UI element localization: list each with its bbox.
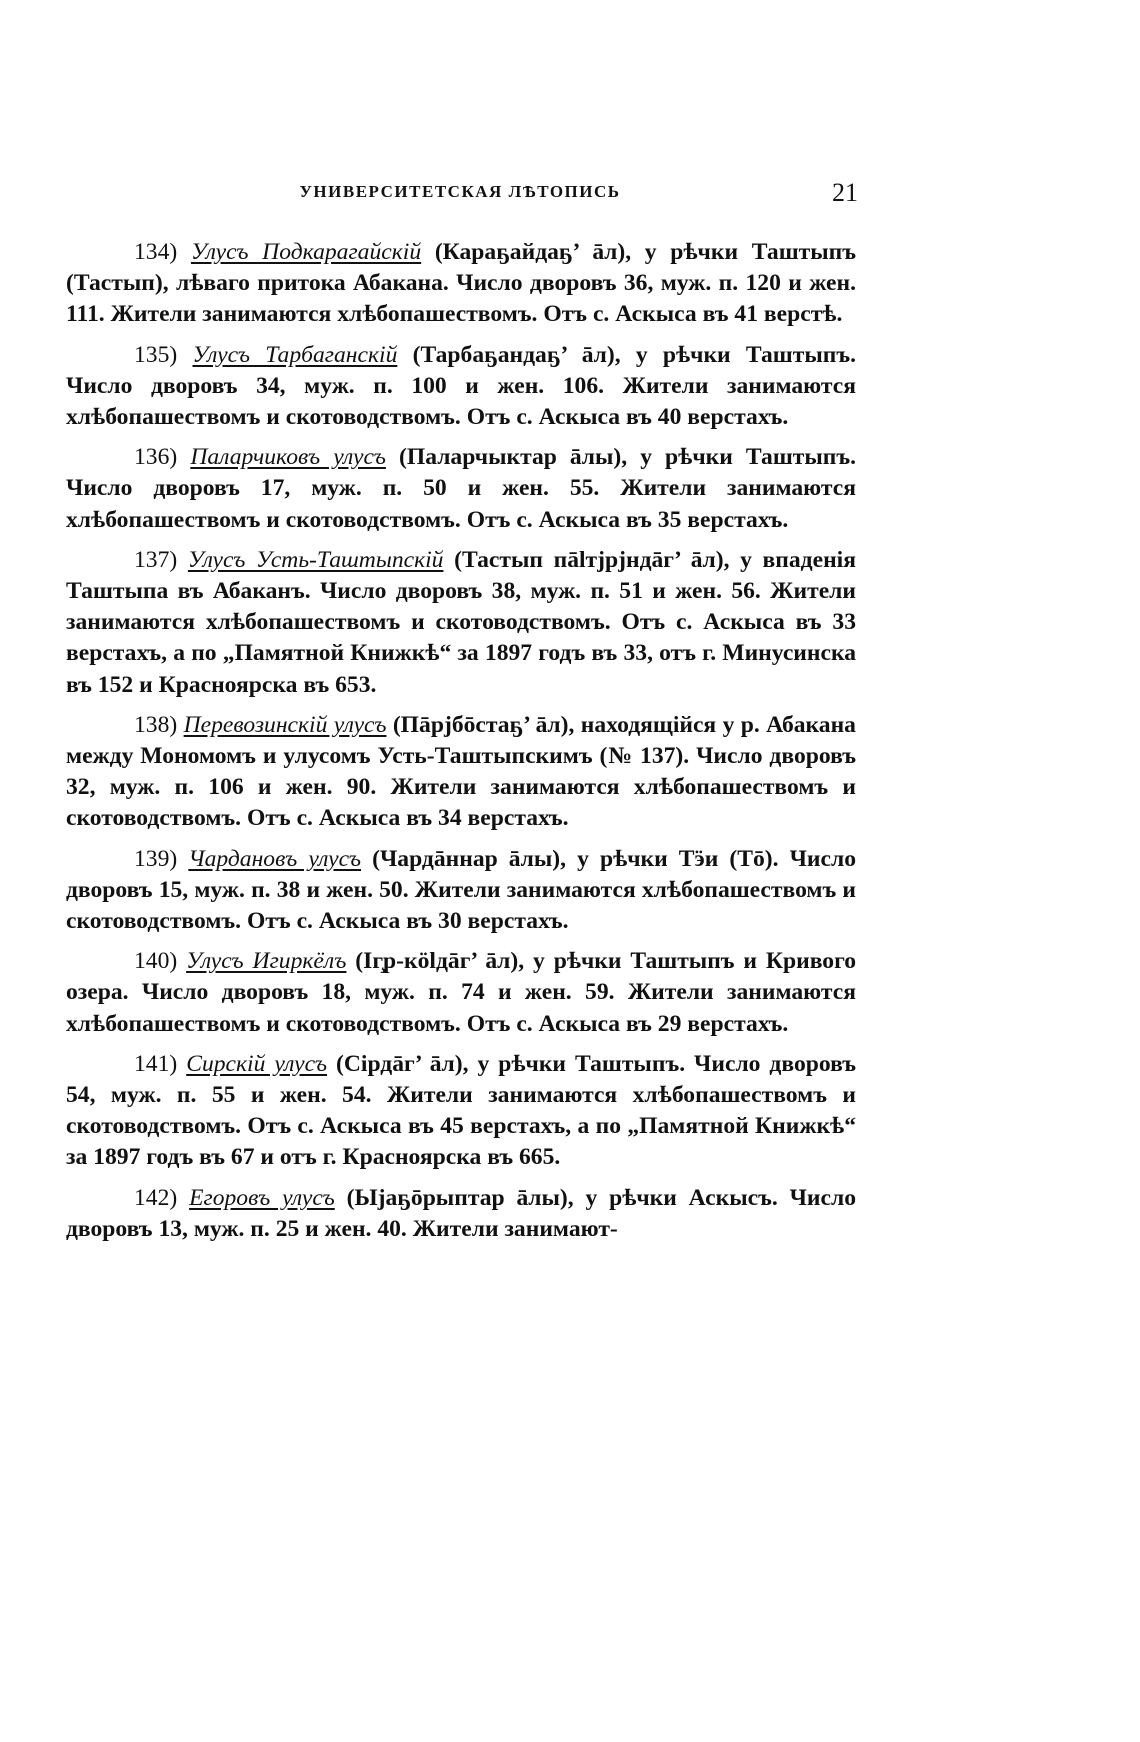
page-number: 21	[832, 178, 858, 207]
main-text	[66, 237, 856, 1254]
entry-body: (Тастып пālтјрјндāг’ āл), у впаденія Таштыпа въ Абаканъ. Число дворовъ 38, муж. п. 51 и жен. 56. Жители занимаются хлѣбопашествомъ и скотоводствомъ. Отъ с. Аскыса въ 33 верстахъ, а по „Памятной Книжкѣ“ за 1897 годъ въ 33, отъ г. Минусинска въ 152 и Красноярска въ 653.	[66, 546, 857, 698]
running-title: УНИВЕРСИТЕТСКАЯ ЛѢТОПИСЬ	[299, 182, 621, 201]
entry-number: 135)	[134, 341, 178, 368]
entry-number: 134)	[134, 239, 178, 265]
entry-title: Улусъ Тарбаганскій	[192, 341, 398, 368]
entry-number: 141)	[134, 1050, 178, 1077]
entry-134	[66, 237, 856, 331]
entry-title: Егоровъ улусъ	[189, 1184, 335, 1211]
entry-136	[66, 442, 856, 536]
entry-number: 137)	[134, 546, 178, 573]
entry-142	[66, 1183, 856, 1245]
entry-137	[66, 545, 856, 701]
entry-title: Сирскій улусъ	[186, 1050, 328, 1077]
entry-135	[66, 340, 856, 434]
entry-body: (Тарбаҕандаҕ’ āл), у рѣчки Таштыпъ. Число дворовъ 34, муж. п. 100 и жен. 106. Жители занимаются хлѣбопашествомъ и скотоводствомъ. Отъ с. Аскыса въ 40 верстахъ.	[66, 341, 856, 431]
entry-title: Паларчиковъ улусъ	[190, 444, 386, 471]
entry-139	[66, 844, 856, 938]
entry-body: (Сірдāг’ āл), у рѣчки Таштыпъ. Число дворовъ 54, муж. п. 55 и жен. 54. Жители занимаются хлѣбопашествомъ и скотоводствомъ. Отъ с. Аскыса въ 45 верстахъ, а по „Памятной Книжкѣ“ за 1897 годъ въ 67 и отъ г. Красноярска въ 665.	[66, 1050, 856, 1171]
entry-title: Улусъ Подкарагайскій	[190, 239, 422, 265]
entry-body: (Паларчыктар āлы), у рѣчки Таштыпъ. Число дворовъ 17, муж. п. 50 и жен. 55. Жители занимаются хлѣбопашествомъ и скотоводствомъ. Отъ с. Аскыса въ 35 верстахъ.	[66, 444, 856, 533]
entry-141	[66, 1049, 856, 1174]
entry-body: (Пāрјбōстаҕ’ āл), находящійся у р. Абакана между Мономомъ и улусомъ Усть-Таштыпскимъ (№ 137). Число дворовъ 32, муж. п. 106 и жен. 90. Жители занимаются хлѣбопашествомъ и скотоводствомъ. Отъ с. Аскыса въ 34 верстахъ.	[66, 711, 856, 832]
entry-title: Чардановъ улусъ	[188, 845, 362, 872]
entry-138	[66, 710, 856, 835]
entry-body: (Іг̧р-кölдāг’ āл), у рѣчки Таштыпъ и Кривого озера. Число дворовъ 18, муж. п. 74 и жен. 59. Жители занимаются хлѣбопашествомъ и скотоводствомъ. Отъ с. Аскыса въ 29 верстахъ.	[66, 948, 856, 1037]
running-header	[62, 178, 858, 214]
entry-number: 139)	[134, 845, 178, 872]
entry-140	[66, 946, 856, 1040]
entry-title: Улусъ Игиркёлъ	[186, 948, 347, 975]
entry-body: (Караҕайдаҕ’ āл), у рѣчки Таштыпъ (Тастып), лѣваго притока Абакана. Число дворовъ 36, муж. п. 120 и жен. 111. Жители занимаются хлѣбопашествомъ. Отъ с. Аскыса въ 41 верстѣ.	[66, 239, 856, 328]
entry-number: 138)	[134, 711, 178, 738]
entry-title: Улусъ Усть-Таштыпскій	[187, 546, 444, 573]
entry-title: Перевозинскій улусъ	[183, 711, 387, 738]
entry-number: 136)	[134, 444, 178, 471]
entry-number: 140)	[134, 948, 178, 975]
entry-body: (Чардāннар āлы), у рѣчки Тӭи (Тō). Число дворовъ 15, муж. п. 38 и жен. 50. Жители занимаются хлѣбопашествомъ и скотоводствомъ. Отъ с. Аскыса въ 30 верстахъ.	[66, 845, 857, 935]
entry-body: (Ыјаҕōрыптар āлы), у рѣчки Аскысъ. Число дворовъ 13, муж. п. 25 и жен. 40. Жители занимают-	[66, 1184, 856, 1242]
entry-number: 142)	[134, 1184, 178, 1211]
